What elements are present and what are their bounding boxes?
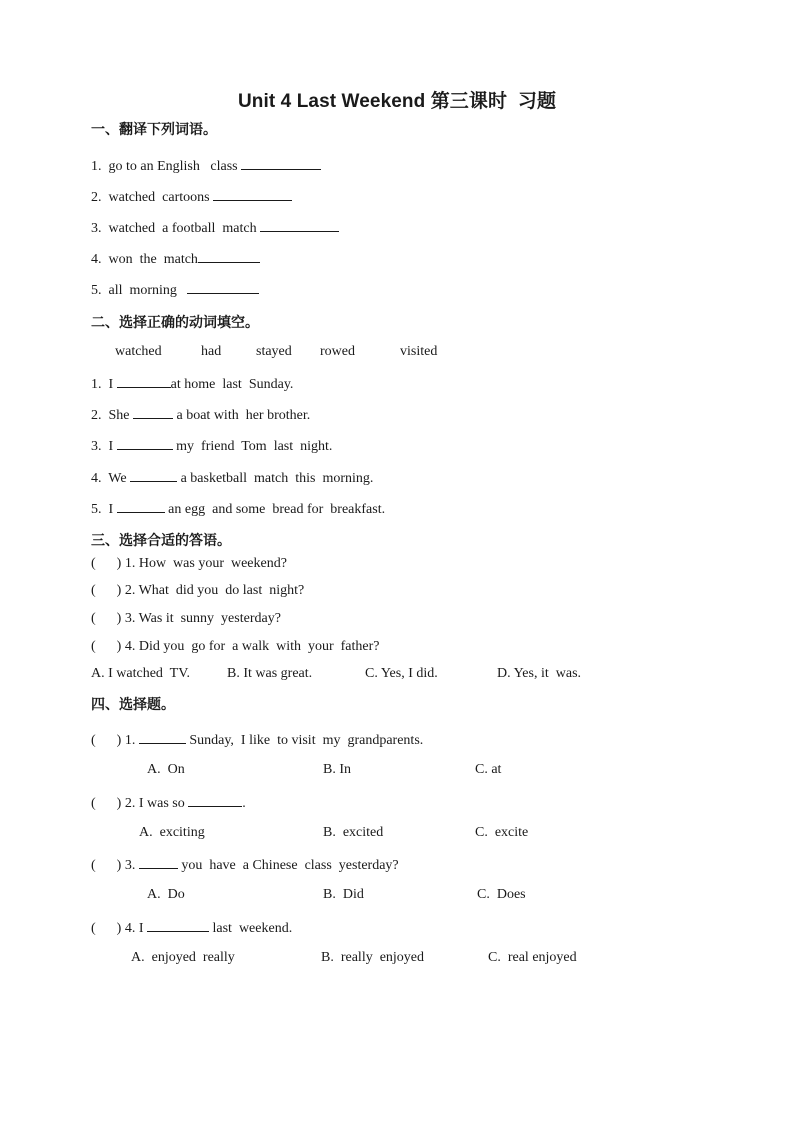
word-bank-visited: visited xyxy=(400,344,438,359)
section-1-heading: 一、翻译下列词语。 xyxy=(91,122,217,138)
question-text: 2. What did you do last night? xyxy=(124,583,305,598)
s2-item-5 xyxy=(91,500,385,518)
question-text: Sunday, I like to visit my grandparents. xyxy=(189,733,424,748)
s4-q1-option-a[interactable]: A. On xyxy=(147,762,185,777)
s4-question-4 xyxy=(91,919,292,937)
item-text: at home last Sunday. xyxy=(170,377,294,392)
item-text: won the match xyxy=(108,252,198,267)
answer-blank[interactable] xyxy=(133,406,173,419)
s1-item-2 xyxy=(91,188,292,206)
s2-item-2 xyxy=(91,406,310,424)
page-title: Unit 4 Last Weekend 第三课时 习题 xyxy=(237,91,557,112)
answer-blank[interactable] xyxy=(139,731,186,744)
s3-answer-d: D. Yes, it was. xyxy=(497,666,582,681)
item-number: 1. xyxy=(91,377,102,392)
word-bank-had: had xyxy=(201,344,222,359)
answer-blank[interactable] xyxy=(130,469,177,482)
question-text: you have a Chinese class yesterday? xyxy=(181,858,399,873)
item-number: 3. xyxy=(91,439,102,454)
section-4-heading: 四、选择题。 xyxy=(91,697,175,713)
item-text: my friend Tom last night. xyxy=(176,439,333,454)
s1-item-5 xyxy=(91,281,259,299)
item-number: 5. xyxy=(91,502,102,517)
question-prefix: 2. I was so xyxy=(124,796,185,811)
answer-blank[interactable] xyxy=(241,157,321,170)
s3-answer-a: A. I watched TV. xyxy=(91,666,191,681)
item-number: 2. xyxy=(91,190,102,205)
item-number: 4. xyxy=(91,471,102,486)
s4-q4-option-a[interactable]: A. enjoyed really xyxy=(131,950,235,965)
answer-blank[interactable] xyxy=(198,250,260,263)
s2-item-4 xyxy=(91,469,373,487)
item-number: 1. xyxy=(91,159,102,174)
question-text: last weekend. xyxy=(212,921,293,936)
s3-item-1 xyxy=(91,556,287,572)
answer-blank[interactable] xyxy=(117,375,171,388)
s4-q1-option-c[interactable]: C. at xyxy=(475,762,502,777)
item-number: 5. xyxy=(91,283,102,298)
answer-paren[interactable]: ( ) xyxy=(91,639,122,654)
s4-q1-option-b[interactable]: B. In xyxy=(323,762,351,777)
s4-q3-option-c[interactable]: C. Does xyxy=(477,887,526,902)
answer-paren[interactable]: ( ) xyxy=(91,796,122,811)
item-number: 3. xyxy=(91,221,102,236)
question-prefix: 1. xyxy=(124,733,136,748)
s1-item-3 xyxy=(91,219,339,237)
s4-q3-option-a[interactable]: A. Do xyxy=(147,887,185,902)
answer-blank[interactable] xyxy=(117,500,165,513)
s1-item-4 xyxy=(91,250,260,268)
word-bank-watched: watched xyxy=(115,344,162,359)
question-prefix: 4. I xyxy=(124,921,144,936)
s4-q4-option-b[interactable]: B. really enjoyed xyxy=(321,950,425,965)
question-text: 3. Was it sunny yesterday? xyxy=(124,611,281,626)
s3-answer-b: B. It was great. xyxy=(227,666,313,681)
s2-item-3 xyxy=(91,437,332,455)
answer-paren[interactable]: ( ) xyxy=(91,556,122,571)
s3-answer-c: C. Yes, I did. xyxy=(365,666,438,681)
s4-q2-option-b[interactable]: B. excited xyxy=(323,825,384,840)
s3-item-4 xyxy=(91,639,380,655)
item-text: go to an English class xyxy=(108,159,238,174)
question-text: 1. How was your weekend? xyxy=(124,556,287,571)
section-2-heading: 二、选择正确的动词填空。 xyxy=(91,315,259,331)
answer-paren[interactable]: ( ) xyxy=(91,858,122,873)
s4-q3-option-b[interactable]: B. Did xyxy=(323,887,364,902)
word-bank-stayed: stayed xyxy=(256,344,292,359)
item-text: watched cartoons xyxy=(108,190,210,205)
s2-item-1 xyxy=(91,375,293,393)
s3-item-2 xyxy=(91,583,304,599)
answer-paren[interactable]: ( ) xyxy=(91,733,122,748)
item-subject: I xyxy=(108,377,114,392)
item-subject: I xyxy=(108,502,114,517)
item-text: watched a football match xyxy=(108,221,257,236)
answer-blank[interactable] xyxy=(260,219,339,232)
item-text: a boat with her brother. xyxy=(176,408,311,423)
answer-paren[interactable]: ( ) xyxy=(91,921,122,936)
s4-q2-option-a[interactable]: A. exciting xyxy=(139,825,205,840)
item-subject: We xyxy=(108,471,127,486)
item-number: 4. xyxy=(91,252,102,267)
s1-item-1 xyxy=(91,157,321,175)
item-text: all morning xyxy=(108,283,177,298)
s4-q2-option-c[interactable]: C. excite xyxy=(475,825,529,840)
answer-blank[interactable] xyxy=(213,188,292,201)
s4-question-2 xyxy=(91,794,246,812)
word-bank-rowed: rowed xyxy=(320,344,355,359)
item-number: 2. xyxy=(91,408,102,423)
s4-question-3 xyxy=(91,856,399,874)
answer-blank[interactable] xyxy=(187,281,259,294)
item-text: a basketball match this morning. xyxy=(180,471,374,486)
s3-item-3 xyxy=(91,611,281,627)
item-subject: I xyxy=(108,439,114,454)
question-text: . xyxy=(242,796,246,811)
question-text: 4. Did you go for a walk with your father? xyxy=(124,639,380,654)
answer-paren[interactable]: ( ) xyxy=(91,611,122,626)
question-prefix: 3. xyxy=(124,858,136,873)
s4-q4-option-c[interactable]: C. real enjoyed xyxy=(488,950,577,965)
answer-blank[interactable] xyxy=(147,919,209,932)
item-text: an egg and some bread for breakfast. xyxy=(168,502,386,517)
s4-question-1 xyxy=(91,731,423,749)
section-3-heading: 三、选择合适的答语。 xyxy=(91,533,231,549)
answer-paren[interactable]: ( ) xyxy=(91,583,122,598)
answer-blank[interactable] xyxy=(117,437,173,450)
item-subject: She xyxy=(108,408,130,423)
answer-blank[interactable] xyxy=(139,856,178,869)
answer-blank[interactable] xyxy=(188,794,242,807)
